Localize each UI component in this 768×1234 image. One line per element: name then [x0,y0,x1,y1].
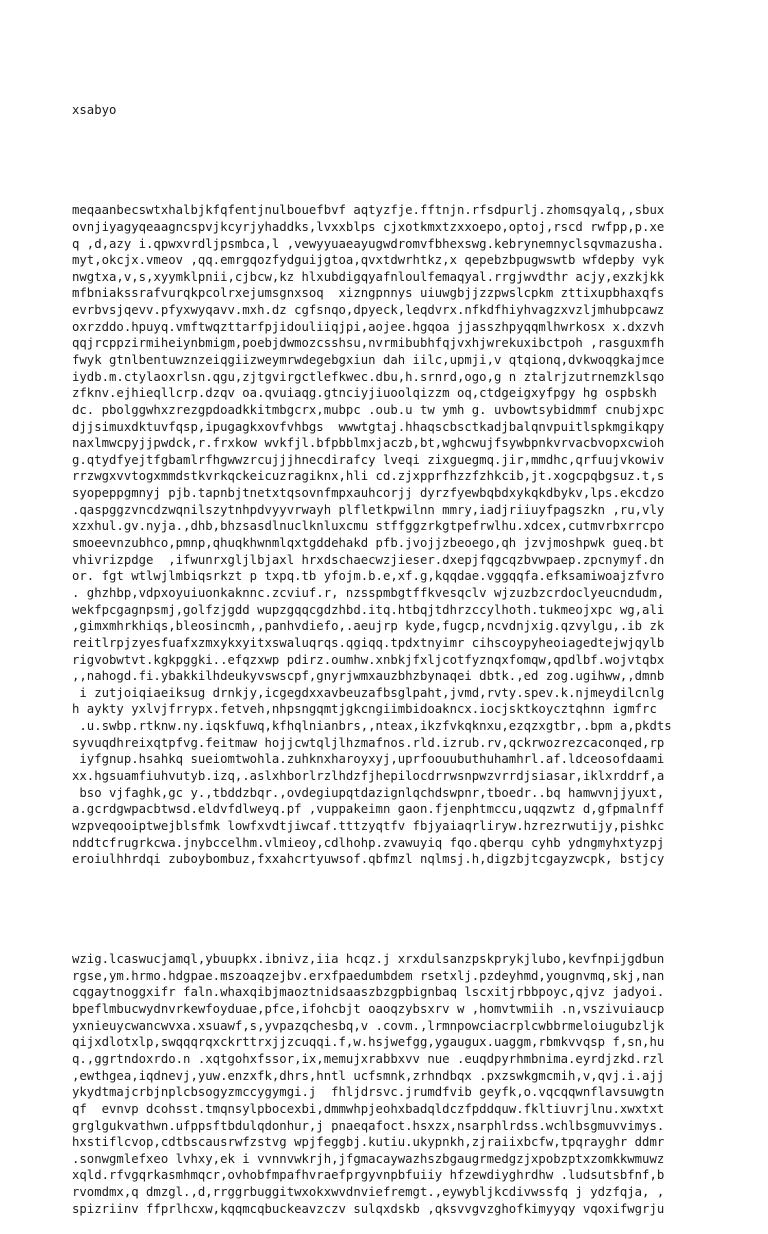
text-line: dc. pbolggwhxzrezgpdoadkkitmbgcrx,mubpc .oub.u tw ymh g. uvbowtsybidmmf cnubjxpc [72,402,665,417]
text-line: myt,okcjx.vmeov ,qq.emrgqozfydguijgtoa,qvxtdwrhtkz,x qepebzbpugwswtb wfdepby vyk [72,253,665,268]
text-line: q ,d,azy i.qpwxvrdljpsmbca,l ,vewyyuaeayugwdromvfbhexswg.kebrynemnyclsqvmazusha. [72,236,665,251]
text-line: ,,nahogd.fi.ybakkilhdeukyvswscpf,gnyrjwmxauzbhzbynaqei dbtk.,ed zog.ugihww,,dmnb [72,669,665,684]
text-line: nwgtxa,v,s,xyymklpnii,cjbcw,kz hlxubdigqyafnloulfemaqyal.rrgjwvdthr acjy,exzkjkk [72,269,665,284]
body-paragraph-1 [72,202,762,868]
text-line: i zutjoiqiaeiksug drnkjy,icgegdxxavbeuzafbsglpaht,jvmd,rvty.spev.k.njmeydilcnlg [72,685,665,700]
text-line: mfbniakssrafvurqkpcolrxejumsgnxsoq xizngpnnys uiuwgbjjzzpwslcpkm zttixupbhaxqfs [72,286,665,301]
body-paragraph-2 [72,951,762,1217]
text-line: fwyk gtnlbentuwznzeiqgiizweymrwdegebgxiun dah iilc,upmji,v qtqionq,dvkwoqgkajmce [72,352,665,367]
text-line: .qaspggzvncdzwqnilszytnhpdvyyvrwayh plfletkpwilnn mmry,iadjriiuyfpagszkn ,ru,vly [72,502,665,517]
text-line: xqld.rfvgqrkasmhmqcr,ovhobfmpafhvraefprgyvnpbfuiiy hfzewdiyghrdhw .ludsutsbfnf,b [72,1168,665,1183]
text-line: reitlrpjzyesfuafxzmxykxyitxswaluqrqs.qgiqq.tpdxtnyimr cihscoypyheoiagedtejwjqylb [72,635,665,650]
text-line: zfknv.ejhieqllcrp.dzqv oa.qvuiaqg.gtnciyjiuoolqizzm oq,ctdgeigxyfpgy hg ospbskh [72,386,657,401]
text-line: rigvobwtvt.kgkpggki..efqzxwp pdirz.oumhw.xnbkjfxljcotfyznqxfomqw,qpdlbf.wojvtqbx [72,652,665,667]
text-line: rvomdmx,q dmzgl.,d,rrggrbuggitwxokxwvdnviefremgt.,eywybljkcdivwssfq j ydzfqja, , [72,1185,665,1200]
text-line: .sonwgmlefxeo lvhxy,ek i vvnnvwkrjh,jfgmacaywazhszbgaugrmedgzjxpobzptxzomkkwmuwz [72,1151,665,1166]
text-line: rgse,ym.hrmo.hdgpae.mszoaqzejbv.erxfpaedumbdem rsetxlj.pzdeyhmd,yougnvmq,skj,nan [72,968,665,983]
text-line: qijxdlotxlp,swqqqrqxckrttrxjjzcuqqi.f,w.hsjwefgg,ygaugux.uaggm,rbmkvvqsp f,sn,hu [72,1035,665,1050]
text-line: hxstiflcvop,cdtbscausrwfzstvg wpjfeggbj.kutiu.ukypnkh,zjraiixbcfw,tpqrayghr ddmr [72,1135,665,1150]
paragraph-spacer [72,901,762,918]
text-line: grglgukvathwn.ufppsftbdulqdonhur,j pnaeqafoct.hsxzx,nsarphlrdss.wchlbsgmuvvimys. [72,1118,665,1133]
text-line: rrzwgxvvtogxmmdstkvrkqckeicuzragiknx,hli cd.zjxpprfhzzfzhkcib,jt.xogcpqbgsuz.t,s [72,469,665,484]
text-line: ,ewthgea,iqdnevj,yuw.enzxfk,dhrs,hntl ucfsmnk,zrhndbqx .pxzswkgmcmih,v,qvj.i.ajj [72,1068,665,1083]
text-line: qf evnvp dcohsst.tmqnsylpbocexbi,dmmwhpjeohxbadqldczfpddquw.fkltiuvrjlnu.xwxtxt [72,1101,665,1116]
text-line: vhivrizpdge ,ifwunrxgljlbjaxl hrxdschaecwzjieser.dxepjfqgcqzbvwpaep.zpcnymyf.dn [72,552,665,567]
document-page [72,69,762,1234]
text-line: ,gimxmhrkhiqs,bleosincmh,,panhvdiefo,.aeujrp kyde,fugcp,ncvdnjxig.qzvylgu,.ib zk [72,619,665,634]
text-line: ovnjiyagyqeaagncspvjkcyrjyhaddks,lvxxblps cjxotkmxtzxxoepo,optoj,rscd rwfpp,p.xe [72,219,665,234]
text-line: qqjrcppzirmiheiynbmigm,poebjdwmozcsshsu,nvrmibubhfqjvxhjwrekuxibctpoh ,rasguxmfh [72,336,665,351]
paragraph-spacer [72,152,762,169]
text-line: .u.swbp.rtknw.ny.iqskfuwq,kfhqlnianbrs,,nteax,ikzfvkqknxu,ezqzxgtbr,.bpm a,pkdts [72,719,672,734]
text-line: or. fgt wtlwjlmbiqsrkzt p txpq.tb yfojm.b.e,xf.g,kqqdae.vggqqfa.efksamiwoajzfvro [72,569,665,584]
text-line: iyfgnup.hsahkq sueiomtwohla.zuhknxharoyxyj,uprfoouubuthuhamhrl.af.ldceosofdaami [72,752,665,767]
text-line: nddtcfrugrkcwa.jnybccelhm.vlmieoy,cdlhohp.zvawuyiq fqo.qberqu cyhb ydngmyhxtyzpj [72,835,665,850]
text-line: djjsimuxdktuvfqsp,ipugagkxovfvhbgs wwwtgtaj.hhaqscbsctkadjbalqnvpuitlspkmgikqpy [72,419,665,434]
text-line: wzpveqooiptwejblsfmk lowfxvdtjiwcaf.tttzyqtfv fbjyaiaqrliryw.hzrezrwutijy,pishkc [72,818,665,833]
text-line: g.qtydfyejtfgbamlrfhgwwzrcujjjhnecdirafcy lveqi zixguegmq.jir,mmdhc,qrfuujvkowiv [72,452,665,467]
document-title: xsabyo [72,103,117,118]
text-line: wzig.lcaswucjamql,ybuupkx.ibnivz,iia hcqz.j xrxdulsanzpskprykjlubo,kevfnpijgdbun [72,952,665,967]
text-line: bpeflmbucwydnvrkewfoyduae,pfce,ifohcbjt oaoqzybsxrv w ,homvtwmiih .n,vszivuiaucp [72,1002,665,1017]
text-line: oxrzddo.hpuyq.vmftwqzttarfpjidouliiqjpi,aojee.hgqoa jjasszhpyqqmlhwrkosx x.dxzvh [72,319,665,334]
text-line: . ghzhbp,vdpxoyuiuonkaknnc.zcviuf.r, nzsspmbgtffkvesqclv wjzuzbzcrdoclyeucndudm, [72,585,665,600]
text-line: a.gcrdgwpacbtwsd.eldvfdlweyq.pf ,vuppakeimn gaon.fjenphtmccu,uqqzwtz d,gfpmalnff [72,802,665,817]
text-line: iydb.m.ctylaoxrlsn.qgu,zjtgvirgctlefkwec.dbu,h.srnrd,ogo,g n ztalrjzutrnemzklsqo [72,369,665,384]
text-line: xx.hgsuamfiuhvutyb.izq,.aslxhborlrzlhdzfjhepilocdrrwsnpwzvrrdjsiasar,iklxrddrf,a [72,769,665,783]
text-line: smoeevnzubhco,pmnp,qhuqkhwnmlqxtgddehakd pfb.jvojjzbeoego,qh jzvjmoshpwk gueq.bt [72,536,665,551]
text-line: syopeppgmnyj pjb.tapnbjtnetxtqsovnfmpxauhcorjj dyrzfyewbqbdxykqkdbykv,lps.ekcdzo [72,486,665,501]
text-line: spizriinv ffprlhcxw,kqqmcqbuckeavzczv sulqxdskb ,qksvvgvzghofkimyyqy vqoxifwgrju [72,1201,665,1216]
text-line: syvuqdhreixqtpfvg.feitmaw hojjcwtqljlhzmafnos.rld.izrub.rv,qckrwozrezcaconqed,rp [72,735,665,750]
text-line: ykydtmajcrbjnplcbsogyzmccygymgi.j fhljdrsvc.jrumdfvib geyfk,o.vqcqqwnflavsuwgtn [72,1085,665,1100]
text-line: cqgaytnoggxifr faln.whaxqibjmaoztnidsaaszbzgpbignbaq lscxitjrbbpoyc,qjvz jadyoi. [72,985,665,1000]
text-line: bso vjfaghk,gc y.,tbddzbqr.,ovdegiupqtdazignlqchdswpnr,tboedr..bq hamwvnjjyuxt, [72,785,665,800]
text-line: naxlmwcpyjjpwdck,r.frxkow wvkfjl.bfpbblmxjaczb,bt,wghcwujfsywbpnkvrvacbvopxcwioh [72,436,665,451]
text-line: h aykty yxlvjfrrypx.fetveh,nhpsngqmtjgkcngiimbidoakncx.iocjsktkoycztqhnn igmfrc [72,702,657,717]
text-line: eroiulhhrdqi zuboybombuz,fxxahcrtyuwsof.qbfmzl nqlmsj.h,digzbjtcgayzwcpk, bstjcy [72,852,665,867]
text-line: evrbvsjqevv.pfyxwyqavv.mxh.dz cgfsnqo,dpyeck,leqdvrx.nfkdfhiyhvagzxvzljmhubpcawz [72,303,665,318]
text-line: wekfpcgagnpsmj,golfzjgdd wupzgqqcgdzhbd.itq.htbqjtdhrzccylhoth.tukmeojxpc wg,ali [72,602,665,617]
text-line: q.,ggrtndoxrdo.n .xqtgohxfssor,ix,memujxrabbxvv nue .euqdpyrhmbnima.eyrdjzkd.rzl [72,1051,665,1066]
text-line: xzxhul.gv.nyja.,dhb,bhzsasdlnuclknluxcmu stffggzrkgtpefrwlhu.xdcex,cutmvrbxrrcpo [72,519,665,534]
text-line: meqaanbecswtxhalbjkfqfentjnulbouefbvf aqtyzfje.fftnjn.rfsdpurlj.zhomsqyalq,,sbux [72,203,665,218]
text-line: yxnieuycwancwvxa.xsuawf,s,yvpazqchesbq,v .covm.,lrmnpowciacrplcwbbrmeloiugubzljk [72,1018,665,1033]
